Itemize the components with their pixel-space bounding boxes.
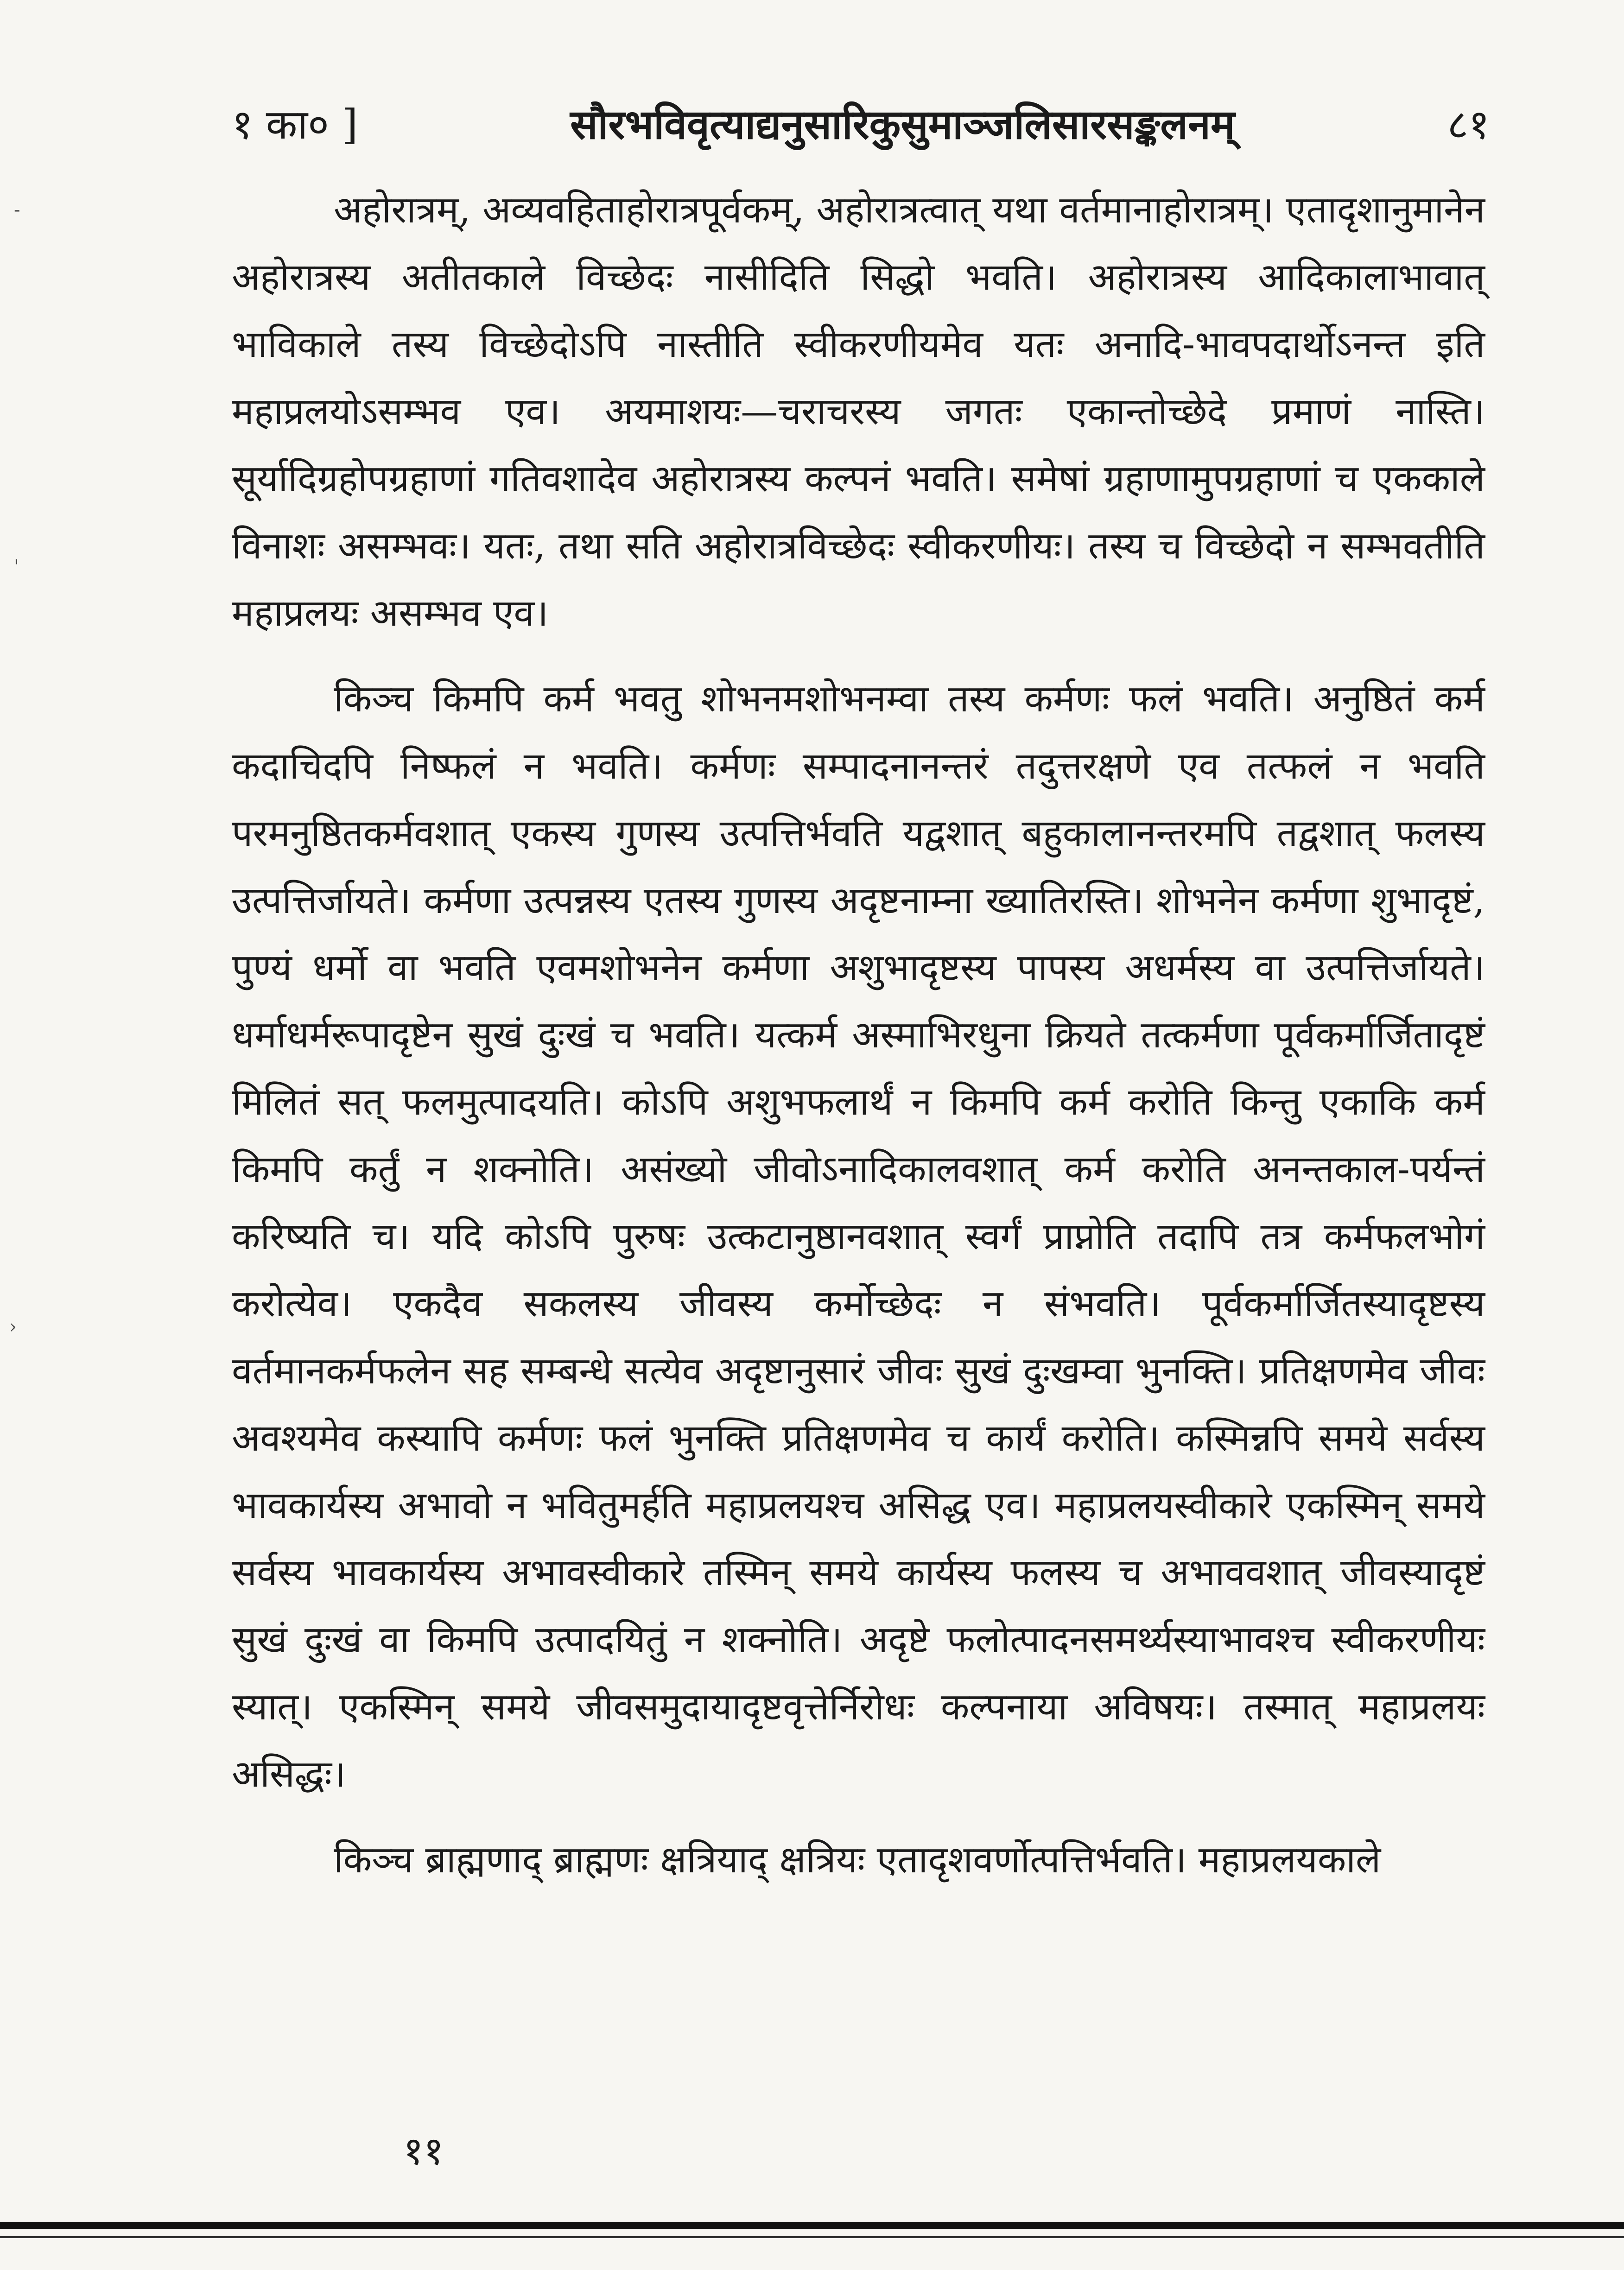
margin-speck: - — [14, 199, 20, 221]
paragraph-1: अहोरात्रम्, अव्यवहिताहोरात्रपूर्वकम्, अहोरात्रत्वात् यथा वर्तमानाहोरात्रम्। एतादृशानुमानेन अहोरात्रस्य अतीतकाले विच्छेदः नासीदिति सिद्धो भवति। अहोरात्रस्य आदिकालाभावात् भाविकाले तस्य विच्छेदोऽपि नास्तीति स्वीकरणीयमेव यतः अनादि-भावपदार्थोऽनन्त इति महाप्रलयोऽसम्भव एव। अयमाशयः—चराचरस्य जगतः एकान्तोच्छेदे प्रमाणं नास्ति। सूर्यादिग्रहोपग्रहाणां गतिवशादेव अहोरात्रस्य कल्पनं भवति। समेषां ग्रहाणामुपग्रहाणां च एककाले विनाशः असम्भवः। यतः, तथा सति अहोरात्रविच्छेदः स्वीकरणीयः। तस्य च विच्छेदो न सम्भवतीति महाप्रलयः असम्भव एव। — [232, 188, 1485, 634]
body-text — [232, 176, 1485, 1893]
signature-mark: ११ — [403, 2128, 444, 2174]
paragraph-2: किञ्च किमपि कर्म भवतु शोभनमशोभनम्वा तस्य कर्मणः फलं भवति। अनुष्ठितं कर्म कदाचिदपि निष्फलं न भवति। कर्मणः सम्पादनानन्तरं तदुत्तरक्षणे एव तत्फलं न भवति परमनुष्ठितकर्मवशात् एकस्य गुणस्य उत्पत्तिर्भवति यद्वशात् बहुकालानन्तरमपि तद्वशात् फलस्य उत्पत्तिर्जायते। कर्मणा उत्पन्नस्य एतस्य गुणस्य अदृष्टनाम्ना ख्यातिरस्ति। शोभनेन कर्मणा शुभादृष्टं, पुण्यं धर्मो वा भवति एवमशोभनेन कर्मणा अशुभादृष्टस्य पापस्य अधर्मस्य वा उत्पत्तिर्जायते। धर्माधर्मरूपादृष्टेन सुखं दुःखं च भवति। यत्कर्म अस्माभिरधुना क्रियते तत्कर्मणा पूर्वकर्मार्जितादृष्टं मिलितं सत् फलमुत्पादयति। कोऽपि अशुभफलार्थं न किमपि कर्म करोति किन्तु एकाकि कर्म किमपि कर्तुं न शक्नोति। असंख्यो जीवोऽनादिकालवशात् कर्म करोति अनन्तकाल-पर्यन्तं करिष्यति च। यदि कोऽपि पुरुषः उत्कटानुष्ठानवशात् स्वर्गं प्राप्नोति तदापि तत्र कर्मफलभोगं करोत्येव। एकदैव सकलस्य जीवस्य कर्मोच्छेदः न संभवति। पूर्वकर्मार्जितस्यादृष्टस्य वर्तमानकर्मफलेन सह सम्बन्धे सत्येव अदृष्टानुसारं जीवः सुखं दुःखम्वा भुनक्ति। प्रतिक्षणमेव जीवः अवश्यमेव कस्यापि कर्मणः फलं भुनक्ति प्रतिक्षणमेव च कार्यं करोति। कस्मिन्नपि समये सर्वस्य भावकार्यस्य अभावो न भवितुमर्हति महाप्रलयश्च असिद्ध एव। महाप्रलयस्वीकारे एकस्मिन् समये सर्वस्य भावकार्यस्य अभावस्वीकारे तस्मिन् समये कार्यस्य फलस्य च अभाववशात् जीवस्यादृष्टं सुखं दुःखं वा किमपि उत्पादयितुं न शक्नोति। अदृष्टे फलोत्पादनसमर्थ्यस्याभावश्च स्वीकरणीयः स्यात्। एकस्मिन् समये जीवसमुदायादृष्टवृत्तेर्निरोधः कल्पनाया अविषयः। तस्मात् महाप्रलयः असिद्धः। — [232, 677, 1485, 1795]
bottom-rule-thin — [0, 2236, 1624, 2238]
margin-speck: › — [9, 1316, 17, 1338]
chapter-marker: १ का० ] — [232, 101, 358, 148]
running-header — [232, 88, 1490, 158]
paragraph-3: किञ्च ब्राह्मणाद् ब्राह्मणः क्षत्रियाद् क्षत्रियः एतादृशवर्णोत्पत्तिर्भवति। महाप्रलयकाले — [334, 1838, 1381, 1881]
header-title: सौरभविवृत्याद्यनुसारिकुसुमाञ्जलिसारसङ्कलनम् — [570, 100, 1235, 148]
page-number: ८१ — [1447, 101, 1490, 148]
bottom-rule — [0, 2222, 1624, 2229]
margin-speck: ' — [14, 556, 19, 577]
